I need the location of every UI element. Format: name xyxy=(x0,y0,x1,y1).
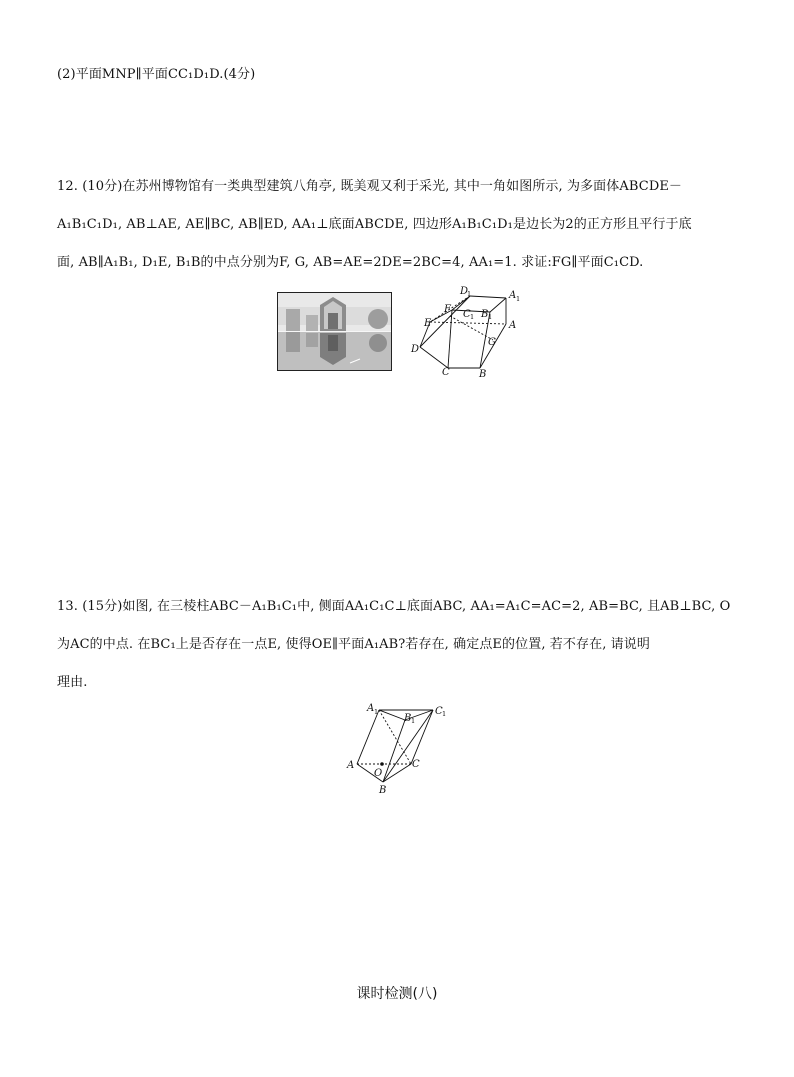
label-a1-sub: 1 xyxy=(516,295,521,303)
label-d1-sub: 1 xyxy=(467,290,472,298)
label-b: B xyxy=(479,369,487,380)
q12-line-1: 12. (10分)在苏州博物馆有一类典型建筑八角亭, 既美观又利于采光, 其中一角如图所示, 为多面体ABCDE－ xyxy=(57,179,683,194)
label-a1: A xyxy=(367,703,375,714)
label-d: D xyxy=(411,344,420,355)
page-footer: 课时检测(八) xyxy=(356,986,438,1002)
q12-line-3: 面, AB∥A₁B₁, D₁E, B₁B的中点分别为F, G, AB=AE=2DE=2BC=4, AA₁=1. 求证:FG∥平面C₁CD. xyxy=(57,255,644,270)
q12-line-2: A₁B₁C₁D₁, AB⊥AE, AE∥BC, AB∥ED, AA₁⊥底面ABCDE, 四边形A₁B₁C₁D₁是边长为2的正方形且平行于底 xyxy=(57,217,692,232)
label-b1-sub: 1 xyxy=(488,313,493,321)
label-c: C xyxy=(412,759,420,770)
label-a1: A xyxy=(509,290,517,301)
label-a: A xyxy=(509,320,517,331)
label-f: F xyxy=(444,304,451,315)
label-c1: C xyxy=(463,309,471,320)
label-c1-sub: 1 xyxy=(470,313,475,321)
q12-polyhedron-diagram xyxy=(408,282,528,380)
label-b1: B xyxy=(404,713,412,724)
q13-line-2: 为AC的中点. 在BC₁上是否存在一点E, 使得OE∥平面A₁AB?若存在, 确定点E的位置, 若不存在, 请说明 xyxy=(57,637,650,652)
part2-line: (2)平面MNP∥平面CC₁D₁D.(4分) xyxy=(57,67,256,82)
label-b1-sub: 1 xyxy=(411,717,416,725)
label-c1-sub: 1 xyxy=(442,710,447,718)
label-g: G xyxy=(488,337,496,348)
label-b1: B xyxy=(481,309,489,320)
q13-line-1: 13. (15分)如图, 在三棱柱ABC－A₁B₁C₁中, 侧面AA₁C₁C⊥底面ABC, AA₁=A₁C=AC=2, AB=BC, 且AB⊥BC, O xyxy=(57,599,731,614)
label-d1: D xyxy=(460,286,469,297)
label-b: B xyxy=(379,785,387,796)
label-a1-sub: 1 xyxy=(374,708,379,716)
q13-prism-diagram xyxy=(343,700,455,798)
label-c: C xyxy=(442,367,450,378)
label-c1: C xyxy=(435,706,443,717)
label-a: A xyxy=(347,760,355,771)
q13-line-3: 理由. xyxy=(57,675,88,690)
pavilion-photo xyxy=(277,292,392,371)
label-e: E xyxy=(424,318,432,329)
label-o: O xyxy=(374,768,383,779)
